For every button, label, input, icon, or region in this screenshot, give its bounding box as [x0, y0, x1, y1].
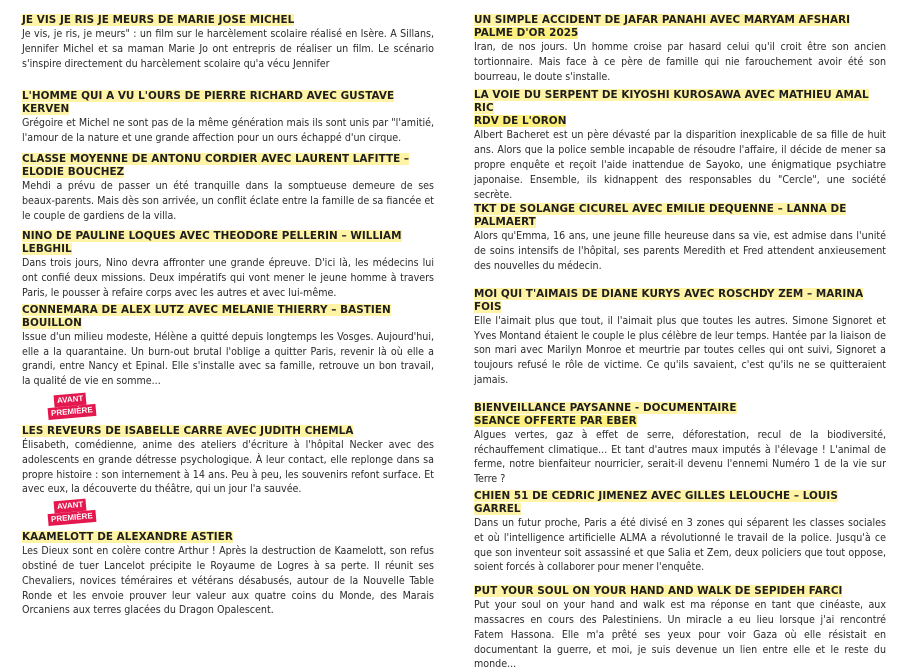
film-award: RDV DE L'ORON: [474, 115, 567, 128]
film-entry: [474, 203, 886, 273]
film-title: TKT DE SOLANGE CICUREL AVEC EMILIE DEQUENNE – LANNA DE PALMAERT: [474, 203, 847, 229]
film-title: CONNEMARA DE ALEX LUTZ AVEC MELANIE THIERRY – BASTIEN BOUILLON: [22, 303, 391, 329]
film-title: CLASSE MOYENNE DE ANTONU CORDIER AVEC LAURENT LAFITTE – ELODIE BOUCHEZ: [22, 152, 410, 178]
film-description: Algues vertes, gaz à effet de serre, déforestation, recul de la biodiversité, réchauffement climatique... Et tant d'autres maux imputés à l'élevage ! L'animal de ferme, notre bienfaiteur nourricier, serait-il devenu l'ennemi Numéro 1 de la vie sur Terre ?: [474, 428, 886, 486]
film-entry: [22, 14, 434, 71]
film-title: LA VOIE DU SERPENT DE KIYOSHI KUROSAWA AVEC MATHIEU AMAL RIC: [474, 89, 869, 115]
film-entry: [22, 304, 434, 389]
film-entry: [474, 402, 886, 487]
film-title: UN SIMPLE ACCIDENT DE JAFAR PANAHI AVEC MARYAM AFSHARI: [474, 14, 851, 26]
film-entry: [22, 153, 434, 223]
film-entry: [474, 14, 886, 84]
film-description: Put your soul on your hand and walk est ma réponse en tant que cinéaste, aux massacres en cours des Palestiniens. Un miracle a eu lieu lorsque j'ai rencontré Fatem Hassona. Elle m'a prêté ses yeux pour voir Gaza où elle résistait en documentant la guerre, et moi, je suis devenue un lien entre elle et le reste du monde...: [474, 599, 886, 671]
badge-line-2: PREMIÈRE: [48, 404, 97, 420]
film-award: SEANCE OFFERTE PAR EBER: [474, 414, 637, 427]
film-title: NINO DE PAULINE LOQUES AVEC THEODORE PELLERIN – WILLIAM LEBGHIL: [22, 230, 402, 256]
badge-line-1: AVANT: [54, 499, 87, 514]
badge-line-2: PREMIÈRE: [48, 510, 97, 526]
film-description: Je vis, je ris, je meurs" : un film sur le harcèlement scolaire réalisé en Isère. A Sillans, Jennifer Michel et sa maman Marie Jo ont entrepris de réaliser un film. Le scénario s'inspire directement du harcèlement scolaire qu'a vécu Jennifer: [22, 28, 434, 70]
film-entry: [474, 89, 886, 202]
film-award: PALME D'OR 2025: [474, 27, 579, 39]
film-description: Issue d'un milieu modeste, Hélène a quitté depuis longtemps les Vosges. Aujourd'hui, elle a la quarantaine. Un burn-out brutal l'oblige a quitter Paris, revenir là où elle a grandi, entre Nancy et Epinal. Elle s'installe avec sa famille, retrouve un bon travail, la qualité de vie en somme...: [22, 330, 434, 388]
film-title: LES REVEURS DE ISABELLE CARRE AVEC JUDITH CHEMLA: [22, 424, 354, 437]
film-entry: [22, 393, 434, 497]
right-column: [474, 14, 886, 672]
film-title: BIENVEILLANCE PAYSANNE - DOCUMENTAIRE: [474, 401, 737, 414]
film-description: Alors qu'Emma, 16 ans, une jeune fille heureuse dans sa vie, est admise dans l'unité de soins intensifs de l'hôpital, ses parents Meredith et Fred attendent anxieusement des nouvelles du médecin.: [474, 230, 886, 272]
film-description: Grégoire et Michel ne sont pas de la même génération mais ils sont unis par "l'amitié, l'amour de la nature et une grande affection pour un ours échappé d'un cirque.: [22, 117, 434, 145]
film-entry: [22, 499, 434, 618]
film-entry: [474, 585, 886, 672]
film-entry: [22, 230, 434, 300]
film-entry: [22, 90, 434, 146]
film-entry: [474, 490, 886, 575]
film-title: MOI QUI T'AIMAIS DE DIANE KURYS AVEC ROSCHDY ZEM – MARINA FOIS: [474, 287, 864, 313]
film-title: KAAMELOTT DE ALEXANDRE ASTIER: [22, 531, 233, 544]
film-description: Albert Bacheret est un père dévasté par la disparition inexplicable de sa fille de huit ans. Alors que la police semble incapable de résoudre l'affaire, il décide de mener sa propre enquête et reçoit l'aide inattendue de Sayoko, une énigmatique psychiatre japonaise. Ensemble, ils kidnappent des responsables du "Cercle", une société secrète.: [474, 129, 886, 201]
badge-line-1: AVANT: [54, 393, 87, 408]
film-description: Iran, de nos jours. Un homme croise par hasard celui qu'il croit être son ancien tortionnaire. Mais face à ce père de famille qui nie farouchement avoir été son bourreau, le doute s'installe.: [474, 41, 886, 83]
film-title: PUT YOUR SOUL ON YOUR HAND AND WALK DE SEPIDEH FARCI: [474, 585, 843, 598]
film-description: Elle l'aimait plus que tout, il l'aimait plus que toutes les autres. Simone Signoret et Yves Montand étaient le couple le plus célèbre de leur temps. Hantée par la liaison de son mari avec Marilyn Monroe et meurtrie par toutes celles qui ont suivi, Signoret a toujours refusé le rôle de victime. Ce qu'ils savaient, c'est qu'ils ne se quitteraient jamais.: [474, 314, 886, 386]
film-title: JE VIS JE RIS JE MEURS DE MARIE JOSE MICHEL: [22, 14, 295, 26]
film-title: L'HOMME QUI A VU L'OURS DE PIERRE RICHARD AVEC GUSTAVE KERVEN: [22, 90, 395, 116]
avant-premiere-badge: [48, 393, 106, 421]
film-description: Les Dieux sont en colère contre Arthur ! Après la destruction de Kaamelott, son refus obstiné de tuer Lancelot précipite le Royaume de Logres à sa perte. Il réunit ses Chevaliers, novices téméraires et vétérans désabusés, autour de la Nouvelle Table Ronde et les envoie prouver leur valeur aux quatre coins du Monde, des Marais Orcaniens aux terres glacées du Dragon Opalescent.: [22, 545, 434, 617]
film-description: Mehdi a prévu de passer un été tranquille dans la somptueuse demeure de ses beaux-parents. Mais dès son arrivée, un conflit éclate entre la famille de sa fiancée et le couple de gardiens de la villa.: [22, 179, 434, 222]
film-title: CHIEN 51 DE CEDRIC JIMENEZ AVEC GILLES LELOUCHE – LOUIS GARREL: [474, 489, 838, 515]
film-entry: [474, 288, 886, 388]
film-description: Dans un futur proche, Paris a été divisé en 3 zones qui séparent les classes sociales et où l'intelligence artificielle ALMA a révolutionné le travail de la police. Jusqu'à ce que son inventeur soit assassiné et que Salia et Zem, deux policiers que tout oppose, soient forcés à collaborer pour mener l'enquête.: [474, 516, 886, 574]
film-description: Élisabeth, comédienne, anime des ateliers d'écriture à l'hôpital Necker avec des adolescents en grande détresse psychologique. À leur contact, elle replonge dans sa propre histoire : son internement à 14 ans. Peu à peu, les souvenirs refont surface. Et avec eux, la découverte du théâtre, qui un jour l'a sauvée.: [22, 438, 434, 496]
left-column: [22, 14, 434, 618]
film-description: Dans trois jours, Nino devra affronter une grande épreuve. D'ici là, les médecins lui ont confié deux missions. Deux impératifs qui vont mener le jeune homme à travers Paris, le pousser à refaire corps avec les autres et avec lui-même.: [22, 257, 434, 299]
avant-premiere-badge: [48, 499, 106, 527]
